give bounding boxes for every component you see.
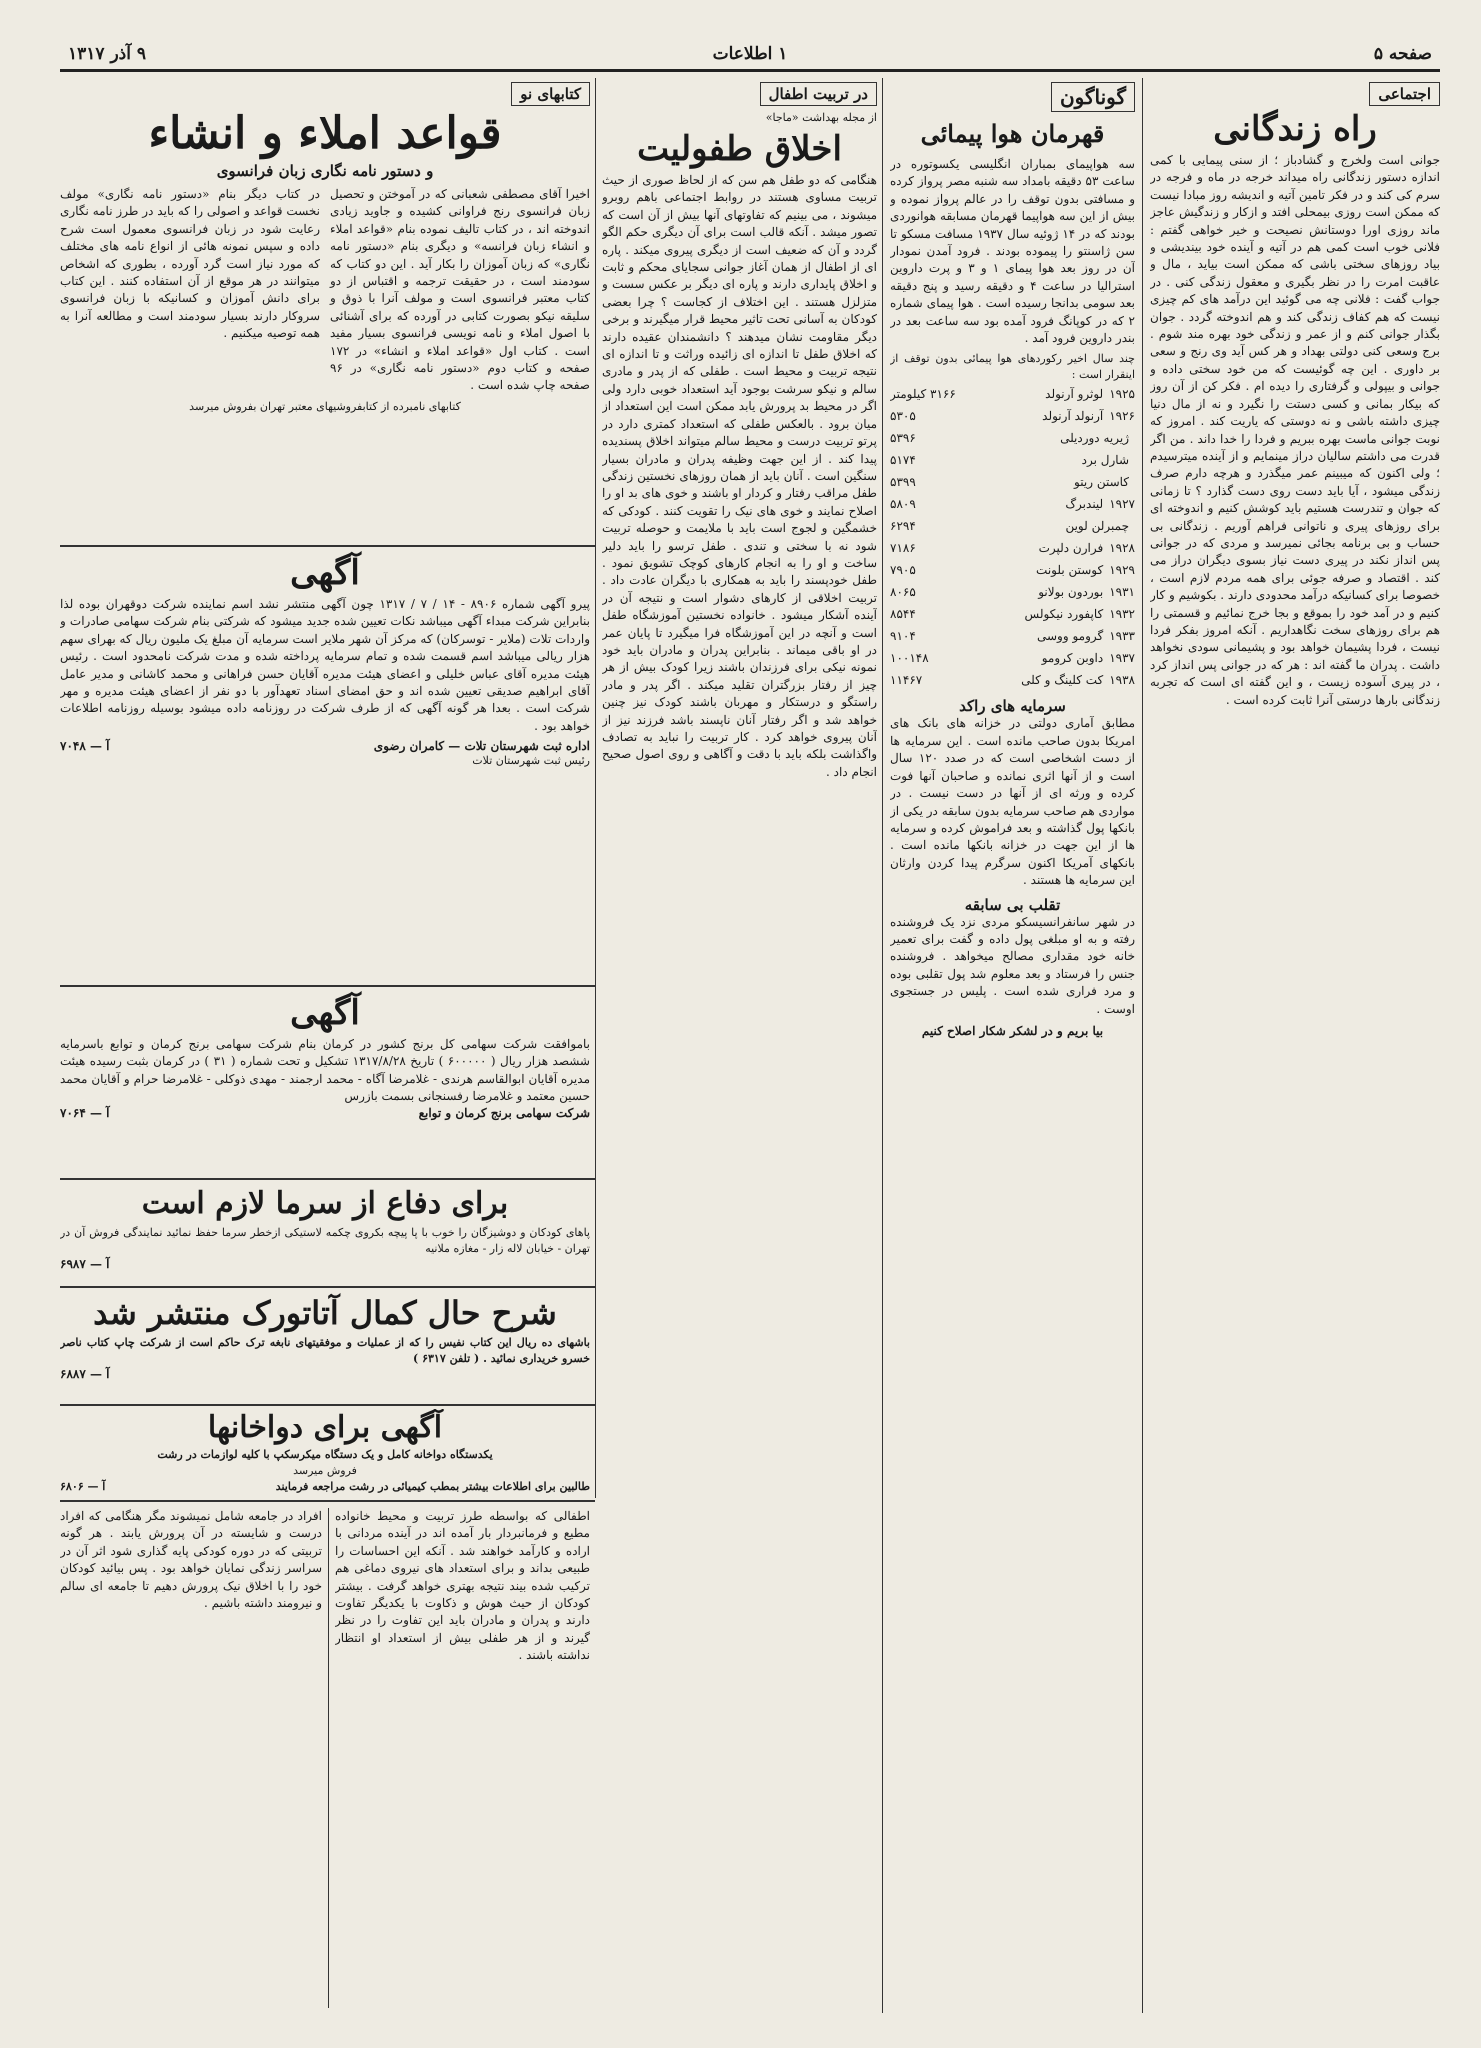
article-title: راه زندگانی bbox=[1213, 109, 1377, 149]
table-row bbox=[890, 471, 1135, 493]
ad-body: پیرو آگهی شماره ۸۹۰۶ - ۱۴ / ۷ / ۱۳۱۷ چون آگهی منتشر نشد اسم نماینده شرکت دوقهران بوده لذا بنابراین شرکت مبداء آگهی میباشد نکات تعیین شده جدید میشود که شرکتی بنام شرکت سهامی صادرات و واردات تلات (ملایر - توسرکان) که مرکز آن شهر ملایر است سرمایه آن مبلغ یک ملیون ریال که بهرای سهم هزار ریالی میباشد اسم قسمت شده و تمام سرمایه پرداخته شده و مدت شرکت نامحدود است . رئیس هیئت مدیره آقای عباس خلیلی و اعضای هیئت مدیره آقایان حسن فراهانی و محمد کاشانی و مدیر عامل آقای ابراهیم صدیقی تعیین شده اند و حق امضای اسناد تعهدآور با دو نفر از اعضای هیئت مدیره و مهر شرکت است . بعدا هر گونه آگهی که از طرف شرکت در روزنامه داده میشود بوسیله روزنامه اطلاعات خواهد بود . bbox=[60, 597, 590, 733]
article-continuation bbox=[335, 1508, 590, 2008]
ad-code: آ — ۶۹۸۷ bbox=[60, 1257, 110, 1271]
table-row bbox=[890, 669, 1135, 691]
article-footer: کتابهای نامبرده از کتابفروشیهای معتبر تهران بفروش میرسد bbox=[189, 399, 461, 413]
table-cell-name: شارل برد bbox=[1081, 453, 1129, 468]
table-row bbox=[890, 427, 1135, 449]
ad-code: آ — ۶۸۰۶ bbox=[60, 1480, 106, 1493]
column-rule bbox=[595, 78, 596, 1498]
section-rule bbox=[60, 545, 595, 547]
section-rule bbox=[60, 1286, 595, 1288]
table-cell-km: ۶۲۹۴ bbox=[890, 519, 916, 534]
ad-signature: اداره ثبت شهرستان تلات — کامران رضوی bbox=[373, 739, 590, 754]
table-cell-name: کاپفورد نیکولس bbox=[1024, 607, 1104, 622]
table-cell-name: داوبن کرومو bbox=[1041, 651, 1104, 666]
table-cell-km: ۵۱۷۴ bbox=[890, 453, 916, 468]
ad-body: باشهای ده ریال این کتاب نفیس را که از عملیات و موفقیتهای نابغه ترک حاکم است از شرکت چاپ کتاب ناصر خسرو خریداری نمائید . ( تلفن ۶۳۱۷ ) bbox=[60, 1336, 590, 1365]
ad-ataturk-book bbox=[60, 1291, 590, 1401]
table-cell-year: ۱۹۲۷ bbox=[1109, 497, 1135, 512]
ad-title: آگهی برای دواخانها bbox=[207, 1410, 443, 1445]
table-cell-name: کوستن بلونت bbox=[1036, 563, 1104, 578]
section-rule bbox=[60, 1178, 595, 1180]
table-cell-km: ۳۱۶۶ کیلومتر bbox=[890, 387, 956, 402]
sub-title: تقلب بی سابقه bbox=[964, 895, 1061, 914]
table-cell-km: ۱۱۴۶۷ bbox=[890, 673, 923, 688]
section-rule bbox=[60, 1500, 595, 1502]
table-cell-name: آرنولد آرنولد bbox=[1042, 409, 1104, 424]
table-row bbox=[890, 493, 1135, 515]
ad-title: شرح حال کمال آتاتورک منتشر شد bbox=[93, 1294, 557, 1332]
table-cell-year: ۱۹۲۶ bbox=[1109, 409, 1135, 424]
masthead bbox=[60, 40, 1440, 72]
table-cell-name: لیندبرگ bbox=[1065, 497, 1104, 512]
table-cell-year: ۱۹۳۱ bbox=[1109, 585, 1135, 600]
section-rule bbox=[60, 985, 595, 987]
issue-date: ۹ آذر ۱۳۱۷ bbox=[68, 44, 147, 64]
column-gunagun bbox=[890, 82, 1135, 2012]
table-cell-year: ۱۹۳۳ bbox=[1109, 629, 1135, 644]
article-body: افراد در جامعه شامل نمیشوند مگر هنگامی که افراد درست و شایسته در آن پرورش یابند . هر گونه تربیتی که در دوره کودکی پایه گذاری شود اثر آن در سراسر زندگی نمایان خواهد بود . پس بیائید کودکان خود را با اخلاق نیک پرورش دهیم تا جامعه ای سالم و نیرومند داشته باشیم . bbox=[60, 1509, 322, 1611]
table-cell-year: ۱۹۲۵ bbox=[1109, 387, 1135, 402]
ad-line: یکدستگاه دواخانه کامل و یک دستگاه میکرسکپ با کلیه لوازمات در رشت bbox=[157, 1448, 493, 1461]
table-cell-name: چمبرلن لوین bbox=[1065, 519, 1129, 534]
page-label: صفحه ۵ bbox=[1373, 44, 1432, 64]
record-table bbox=[890, 383, 1135, 691]
table-cell-name: ژیریه دوردیلی bbox=[1060, 431, 1129, 446]
ad-title: آگهی bbox=[290, 993, 360, 1033]
table-cell-km: ۵۸۰۹ bbox=[890, 497, 916, 512]
section-kicker: اجتماعی bbox=[1369, 82, 1440, 106]
table-cell-name: گرومو ووسی bbox=[1037, 629, 1104, 644]
section-kicker: در تربیت اطفال bbox=[760, 82, 877, 106]
table-row bbox=[890, 559, 1135, 581]
table-cell-year: ۱۹۳۲ bbox=[1109, 607, 1135, 622]
table-cell-km: ۵۳۹۹ bbox=[890, 475, 916, 490]
ad-line: فروش میرسد bbox=[293, 1464, 357, 1477]
table-intro: چند سال اخیر رکوردهای هوا پیمائی بدون توقف از اینقرار است : bbox=[890, 352, 1135, 382]
table-cell-name: لوثرو آرنولد bbox=[1045, 387, 1104, 402]
ad-signature-title: رئیس ثبت شهرستان تلات bbox=[472, 754, 590, 768]
column-atfal bbox=[602, 82, 877, 2012]
ad-line: طالبین برای اطلاعات بیشتر بمطب کیمیائی در رشت مراجعه فرمایند bbox=[275, 1480, 590, 1493]
table-row bbox=[890, 537, 1135, 559]
sub-body: در شهر سانفرانسیسکو مردی نزد یک فروشنده رفته و به او مبلغی پول داده و گفت برای تعمیر خانه خود مقداری مصالح میخواهد . فروشنده جنس را فرستاد و بعد معلوم شد پول تقلبی بوده و مرد فراری شده است . پلیس در جستجوی اوست . bbox=[890, 914, 1135, 1016]
table-cell-km: ۹۱۰۴ bbox=[890, 629, 916, 644]
column-rule bbox=[328, 1508, 329, 2008]
table-cell-name: کت کلینگ و کلی bbox=[1021, 673, 1104, 688]
table-row bbox=[890, 647, 1135, 669]
ad-pharmacy bbox=[60, 1409, 590, 1497]
article-body: سه هواپیمای بمباران انگلیسی یکسوتوره در ساعت ۵۳ دقیقه بامداد سه شنبه مصر پرواز کرده و مسافتی بدون توقف را در عالم پرواز نموده و بیش از این سه هواپیما قهرمان مسابقه هوانوردی بودند که در ۱۴ ژوئیه سال ۱۹۳۷ مسافت مسکو تا سن ژاسنتو را پیموده بودند . فرود آمدن نمودار آن در روز بعد هوا پیمای ۱ و ۳ و پرت داروین استرالیا در ساعت ۴ و دقیقه رسید و پنج دقیقه بعد سومی بدانجا رسیده است . هوا پیمای شماره ۲ که در کوپانگ فرود آمده بود سه ساعت بعد در بندر داروین فرود آمد . bbox=[890, 157, 1135, 346]
ad-cold-protection bbox=[60, 1183, 590, 1283]
ad-code: آ — ۶۸۸۷ bbox=[60, 1367, 110, 1381]
table-row bbox=[890, 581, 1135, 603]
table-cell-km: ۵۳۹۶ bbox=[890, 431, 916, 446]
section-rule bbox=[60, 1404, 595, 1406]
sub-title: سرمایه های راکد bbox=[959, 697, 1066, 716]
article-continuation bbox=[60, 1508, 322, 2008]
ad-signature: شرکت سهامی برنج کرمان و توابع bbox=[418, 1105, 590, 1120]
article-title: قواعد املاء و انشاء bbox=[148, 108, 502, 159]
section-kicker: گوناگون bbox=[1051, 82, 1135, 112]
column-books bbox=[60, 82, 590, 542]
article-body: اخیرا آقای مصطفی شعبانی که در آموختن و تحصیل زبان فرانسوی رنج فراوانی کشیده و جاوید زیادی اندوخته اند ، در کتاب تالیف نموده بنام «قواعد املاء و انشاء زبان فرانسه» و دیگری بنام «دستور نامه نگاری» که زبان آموزان را بکار آید . این دو کتاب که سودمند است ، در حقیقت ترجمه و اقتباس از دو کتاب معتبر فرانسوی است و مولف آنرا با ذوق و سلیقه نیکو بصورت کتابی در آورده که برای آشنائی با اصول املاء و نامه نویسی فرانسوی بسیار مفید است . کتاب اول «قواعد املاء و انشاء» در ۱۷۲ صفحه و کتاب دوم «دستور نامه نگاری» در ۹۶ صفحه چاپ شده است . bbox=[330, 187, 590, 393]
article-title: اخلاق طفولیت bbox=[637, 129, 842, 169]
ad-code: آ — ۷۰۶۴ bbox=[60, 1105, 110, 1120]
table-cell-name: کاستن ریتو bbox=[1074, 475, 1129, 490]
paper-name: ۱ اطلاعات bbox=[712, 44, 788, 64]
article-body: اطفالی که بواسطه طرز تربیت و محیط خانواده مطیع و فرمانبردار بار آمده اند در آینده مردانی با اراده و کارآمد خواهند شد . آنکه این احساسات را طبیعی بداند و برای استعداد های نیروی دماغی هم ترکیب شده بیند نتیجه بهتری خواهد گرفت . بیشتر کودکان از حیث هوش و ذکاوت با یکدیگر تفاوت دارند و پدران و مادران باید این تفاوت را در نظر گیرند و از هر طفلی بیش از استعداد او انتظار نداشته باشند . bbox=[335, 1509, 590, 1663]
table-row bbox=[890, 405, 1135, 427]
table-cell-name: فرارن دلپرت bbox=[1038, 541, 1104, 556]
article-body: جوانی است ولخرج و گشادباز ؛ از سنی پیمایی با کمی اندازه دستور زندگانی راه میداند خرجه در ماه و فرجه در سرم کی کند و در فکر تامین آتیه و اندیشه روز مبادا نیست که ممکن است روزی بیمحلی افتد و ازکار و زندگیش عاجز ماند روزی اورا دوستانش نصیحت و خیر خواهی گفتم : فلانی خوب است کمی هم در آتیه و آینده خود بیندیشی و بیاد روزهای سختی باشی که ممکن است بیاید ، مال و عاقبت امرت را در نظر بگیری و معقول زندگی کنی . در جواب گفت : فلانی چه می گوئید این درآمد های کم چیزی نیست که هم کفاف زندگی کند و هم اندوخته گردد . جوان بگذار جوانی کنم و از عمر و زندگی خود بهره مند شوم . برج وسعی کنی دولتی بهداد و هر کس آید وی رنج و سعی بر داوری . این چه گوئیست که من خود سختی داده و جوانی و بیپولی و گرفتاری را دیده ام . فکر کن از آن روز که بیکار بمانی و کسی دستت را نگیرد و نه از مال دنیا چیزی داشته باشی و نه دوستی که یاریت کند . امروز که نوبت جوانی ماست بهره ببریم و فردا را خدا داند . من اگر قدرت می داشتم سالیان دراز مینمایم و از آینده میترسیدم ؛ ولی اکنون که میبینم عمر میگذرد و هرچه دارم صرف زندگی میشود ، آیا باید دست روی دست گذارد ؟ تا زمانی که جوان و تندرست هستیم باید کوشش کنیم و اندوخته ای برای روزهای پیری و ناتوانی فراهم آوریم . زندگانی بی حساب و بی برنامه بجائی نمیرسد و مردی که در جوانی پس انداز نکند در پیری دست نیاز بسوی دیگران دراز می کند . اقتصاد و صرفه جوئی برای همه مردم لازم است ، خصوصا برای کسانیکه درآمد محدودی دارند . بکوشیم و کار کنیم و در آمد خود را بموقع و بجا خرج نمائیم و قسمتی را هم برای روزهای سخت نگاهداریم . آنکه امروز بفکر فردا نیست ، فردا پشیمان خواهد بود و پشیمانی سودی نخواهد داشت . پدران ما گفته اند : هر که در جوانی پس انداز کرد ، در پیری آسوده زیست ، و این گفته ای است که تجربه زندگانی بارها درستی آنرا ثابت کرده است . bbox=[1150, 153, 1440, 707]
ad-title: برای دفاع از سرما لازم است bbox=[141, 1186, 509, 1221]
table-cell-km: ۸۵۴۴ bbox=[890, 607, 916, 622]
section-kicker: کتابهای نو bbox=[511, 82, 590, 106]
table-row bbox=[890, 515, 1135, 537]
article-source: از مجله بهداشت «ماجا» bbox=[765, 111, 877, 124]
column-ijtimai bbox=[1150, 82, 1440, 2012]
table-cell-name: بوردون بولانو bbox=[1038, 585, 1104, 600]
table-cell-km: ۸۰۶۵ bbox=[890, 585, 916, 600]
article-body: هنگامی که دو طفل هم سن که از لحاظ صوری از حیث تربیت مساوی هستند در روابط اجتماعی باهم روبرو میشوند ، می بینیم که تفاوتهای آنها بیش از آن است که تصور میشد . آنکه قالب است برای آن دیگری حکم الگو گردد و آن که ضعیف است از دیگری پیروی میکند . پاره ای از اطفال از همان آغاز جوانی سجایای محکم و ثابت و اخلاق پایداری دارند و پاره ای دیگر بر عکس سست و متزلزل هستند . این اختلاف از کجاست ؟ چرا بعضی کودکان به آسانی تحت تاثیر محیط قرار میگیرند و برخی دیگر مقاومت نشان میدهند ؟ دانشمندان عقیده دارند که اخلاق طفل تا اندازه ای زائیده وراثت و تا اندازه ای نتیجه تربیت و محیط است . طفلی که از پدر و مادری سالم و نیکو سرشت بوجود آید استعداد خوبی دارد ولی اگر در محیط بد پرورش یابد ممکن است این استعداد از میان برود . بالعکس طفلی که استعداد کمتری دارد در پرتو تربیت درست و محیط سالم میتواند اخلاق پسندیده پیدا کند . از این جهت وظیفه پدران و مادران بسیار سنگین است . آنان باید از همان روزهای نخستین زندگی طفل مراقب رفتار و کردار او باشند و خوی های بد او را اصلاح نمایند و خوی های نیک را تقویت کنند . کودکی که خشمگین و لجوج است باید با ملایمت و حوصله تربیت شود نه با سختی و تندی . طفل ترسو را باید دلیر ساخت و او را به انجام کارهای کوچک تشویق نمود . طفل خودپسند را باید به همکاری با دیگران عادت داد . تربیت اخلاقی از کارهای دشوار است و نتیجه آن در آینده آشکار میشود . خانواده نخستین آموزشگاه طفل است و آنچه در این آموزشگاه فرا میگیرد تا پایان عمر در او باقی میماند . بنابراین پدران و مادران باید خود نمونه نیکی برای فرزندان باشند زیرا کودک بیش از هر چیز از رفتار بزرگتران تقلید میکند . اگر پدر و مادر راستگو و درستکار و مهربان باشند کودک نیز چنین خواهد شد و اگر رفتار آنان ناپسند باشد فرزند نیز از آنان پیروی خواهد کرد . کار تربیت را نباید به تصادف واگذاشت بلکه باید با دقت و آگاهی و روی اصول صحیح انجام داد . bbox=[602, 173, 877, 779]
column-rule bbox=[1142, 78, 1143, 2013]
ad-title: آگهی bbox=[290, 553, 360, 593]
table-row bbox=[890, 449, 1135, 471]
ad-code: آ — ۷۰۴۸ bbox=[60, 739, 110, 754]
ad-body: باموافقت شرکت سهامی کل برنج کشور در کرمان بنام شرکت سهامی برنج کرمان و توابع باسرمایه ششصد هزار ریال ( ۶۰۰۰۰۰ ) تاریخ ۱۳۱۷/۸/۲۸ تشکیل و تحت شماره ( ۳۱ ) در کرمان بثبت رسیده هیئت مدیره آقایان ابوالقاسم هرندی - غلامرضا آگاه - محمد ارجمند - مهدی ذوکلی - غلامرضا حرام و آقایان محمد حسین معتمد و غلامرضا رفسنجانی بسمت بازرس bbox=[60, 1037, 590, 1104]
ad-rice-company bbox=[60, 990, 590, 1175]
table-cell-km: ۷۱۸۶ bbox=[890, 541, 916, 556]
table-cell-year: ۱۹۳۷ bbox=[1109, 651, 1135, 666]
table-cell-year: ۱۹۳۸ bbox=[1109, 673, 1135, 688]
article-body: در کتاب دیگر بنام «دستور نامه نگاری» مولف نخست قواعد و اصولی را که باید در طرز نامه نگاری رعایت شود در زبان فرانسوی معمول است شرح داده و سپس نمونه هائی از انواع نامه های مختلف که مورد نیاز است گرد آورده ، بطوری که اشخاص میتوانند در هر موقع از آن استفاده کنند . این کتاب برای دانش آموزان و کسانیکه با زبان فرانسوی سروکار دارند بسیار سودمند است و مطالعه آنرا به همه توصیه میکنیم . bbox=[60, 187, 320, 341]
table-cell-year: ۱۹۲۹ bbox=[1109, 563, 1135, 578]
column-rule bbox=[882, 78, 883, 2013]
article-title: قهرمان هوا پیمائی bbox=[920, 119, 1105, 148]
table-cell-km: ۵۳۰۵ bbox=[890, 409, 916, 424]
table-row bbox=[890, 625, 1135, 647]
table-cell-year: ۱۹۲۸ bbox=[1109, 541, 1135, 556]
article-subtitle: و دستور نامه نگاری زبان فرانسوی bbox=[216, 162, 434, 180]
sub-body: مطابق آماری دولتی در خزانه های بانک های امریکا بدون صاحب مانده است . این سرمایه ها از دست اشخاصی است که در صدد ۱۲۰ سال است و از آنها اثری نمانده و صاحبان آنها فوت کرده و ورثه ای از آنها در دست نیست . در مواردی هم صاحب سرمایه بدون سابقه در یکی از بانکها پول گذاشته و بعد فراموش کرده و سرمایه ها از این جهت در خزانه بانکها مانده است . بانکهای آمریکا اکنون سرگرم پیدا کردن وارثان این سرمایه ها هستند . bbox=[890, 716, 1135, 888]
table-row bbox=[890, 383, 1135, 405]
ad-registration bbox=[60, 550, 590, 982]
ad-body: پاهای کودکان و دوشیزگان را خوب با پا پیچه بکروی چکمه لاستیکی ازخطر سرما حفظ نمائید نمایندگی فروش آن در تهران - خیابان لاله زار - مغازه ملانیه bbox=[60, 1226, 590, 1255]
table-cell-km: ۷۹۰۵ bbox=[890, 563, 916, 578]
table-cell-km: ۱۰۰۱۴۸ bbox=[890, 651, 929, 666]
closing-line: بیا بریم و در لشکر شکار اصلاح کنیم bbox=[921, 1023, 1104, 1038]
table-row bbox=[890, 603, 1135, 625]
